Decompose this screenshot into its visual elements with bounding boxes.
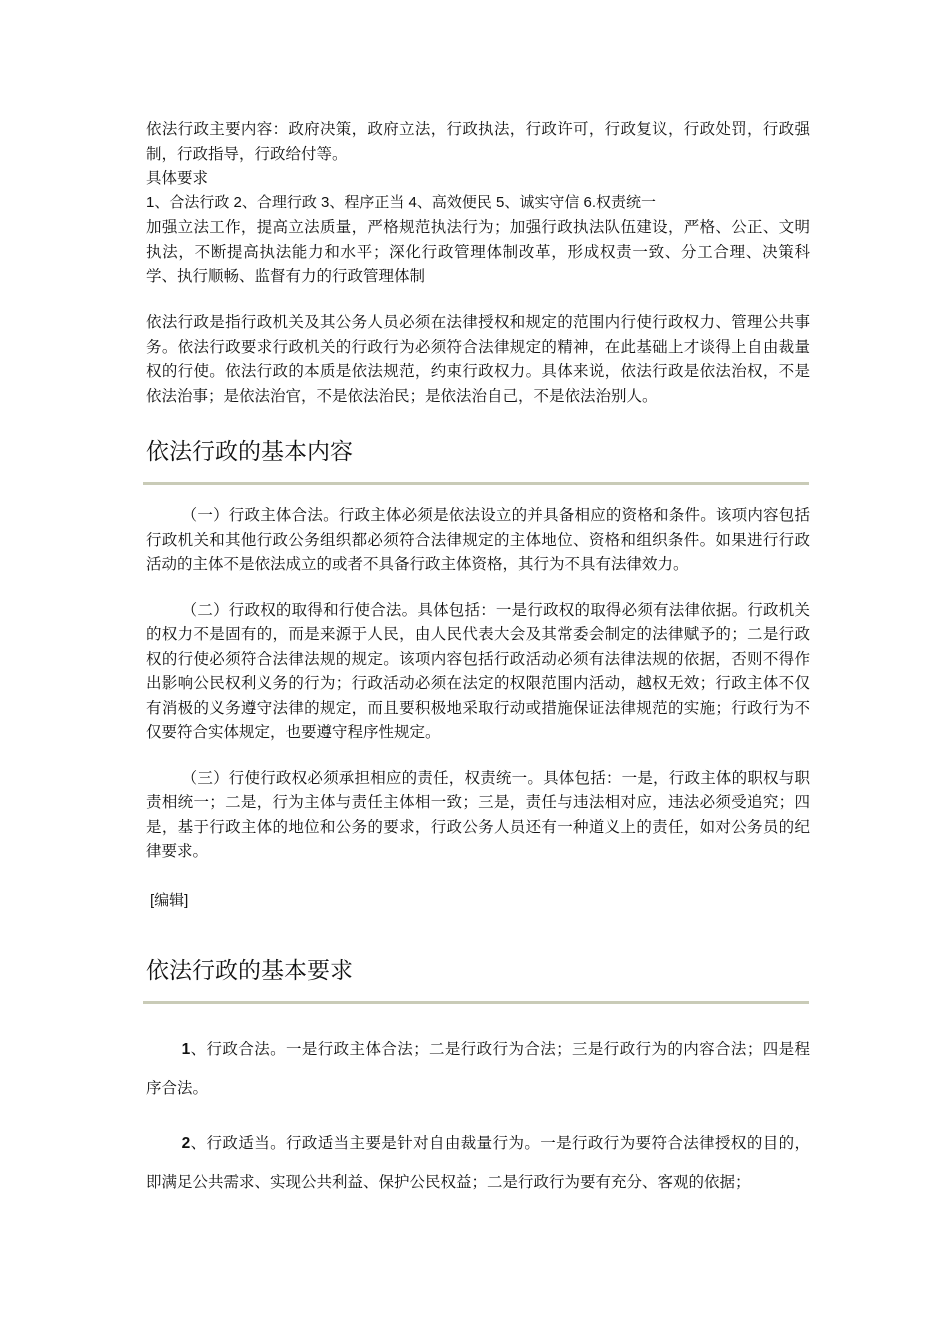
section-divider <box>143 1001 809 1004</box>
requirement-item-2 <box>146 1124 810 1201</box>
requirement-number: 1 <box>181 1041 191 1058</box>
requirement-item-1 <box>146 1030 810 1107</box>
content-paragraph-2: （二）行政权的取得和行使合法。具体包括：一是行政权的取得必须有法律依据。行政机关的权力不是固有的，而是来源于人民，由人民代表大会及其常委会制定的法律赋予的；二是行政权的行使必须符合法律法规的规定。该项内容包括行政活动必须有法律法规的依据，否则不得作出影响公民权利义务的行为；行政活动必须在法定的权限范围内活动，越权无效；行政主体不仅有消极的义务遵守法律的规定，而且要积极地采取行动或措施保证法律规范的实施；行政行为不仅要符合实体规定，也要遵守程序性规定。 <box>146 600 810 741</box>
intro-measures: 加强立法工作，提高立法质量，严格规范执法行为；加强行政执法队伍建设，严格、公正、文明执法，不断提高执法能力和水平；深化行政管理体制改革，形成权责一致、分工合理、决策科学、执行顺畅、监督有力的行政管理体制 <box>146 218 810 285</box>
definition-block <box>146 310 810 408</box>
section-title-basic-content: 依法行政的基本内容 <box>146 439 353 465</box>
intro-requirements-label: 具体要求 <box>146 169 209 187</box>
requirement-number: 2 <box>181 1135 191 1152</box>
content-paragraph-1: （一）行政主体合法。行政主体必须是依法设立的并具备相应的资格和条件。该项内容包括行政机关和其他行政公务组织都必须符合法律规定的主体地位、资格和组织条件。如果进行行政活动的主体不是依法成立的或者不具备行政主体资格，其行为不具有法律效力。 <box>146 506 810 573</box>
requirement-text: 、行政合法。一是行政主体合法；二是行政行为合法；三是行政行为的内容合法；四是程序合法。 <box>146 1040 810 1097</box>
intro-block <box>146 117 810 289</box>
section-divider <box>143 482 809 485</box>
content-paragraph-3: （三）行使行政权必须承担相应的责任，权责统一。具体包括：一是，行政主体的职权与职责相统一；二是，行为主体与责任主体相一致；三是，责任与违法相对应，违法必须受追究；四是，基于行政主体的地位和公务的要求，行政公务人员还有一种道义上的责任，如对公务员的纪律要求。 <box>146 768 810 860</box>
intro-content-line: 依法行政主要内容：政府决策，政府立法，行政执法，行政许可，行政复议，行政处罚，行政强制，行政指导，行政给付等。 <box>146 120 810 163</box>
requirement-text: 、行政适当。行政适当主要是针对自由裁量行为。一是行政行为要符合法律授权的目的，即满足公共需求、实现公共利益、保护公民权益；二是行政行为要有充分、客观的依据； <box>146 1134 810 1191</box>
section-title-basic-requirements: 依法行政的基本要求 <box>146 958 353 984</box>
definition-paragraph: 依法行政是指行政机关及其公务人员必须在法律授权和规定的范围内行使行政权力、管理公共事务。依法行政要求行政机关的行政行为必须符合法律规定的精神，在此基础上才谈得上自由裁量权的行使。依法行政的本质是依法规范，约束行政权力。具体来说，依法行政是依法治权，不是依法治事；是依法治官，不是依法治民；是依法治自己，不是依法治别人。 <box>146 313 810 405</box>
intro-requirements-list: 1、合法行政 2、合理行政 3、程序正当 4、高效便民 5、诚实守信 6.权责统一 <box>146 193 657 211</box>
section1-body <box>146 503 810 864</box>
edit-link[interactable]: [编辑] <box>150 892 189 909</box>
